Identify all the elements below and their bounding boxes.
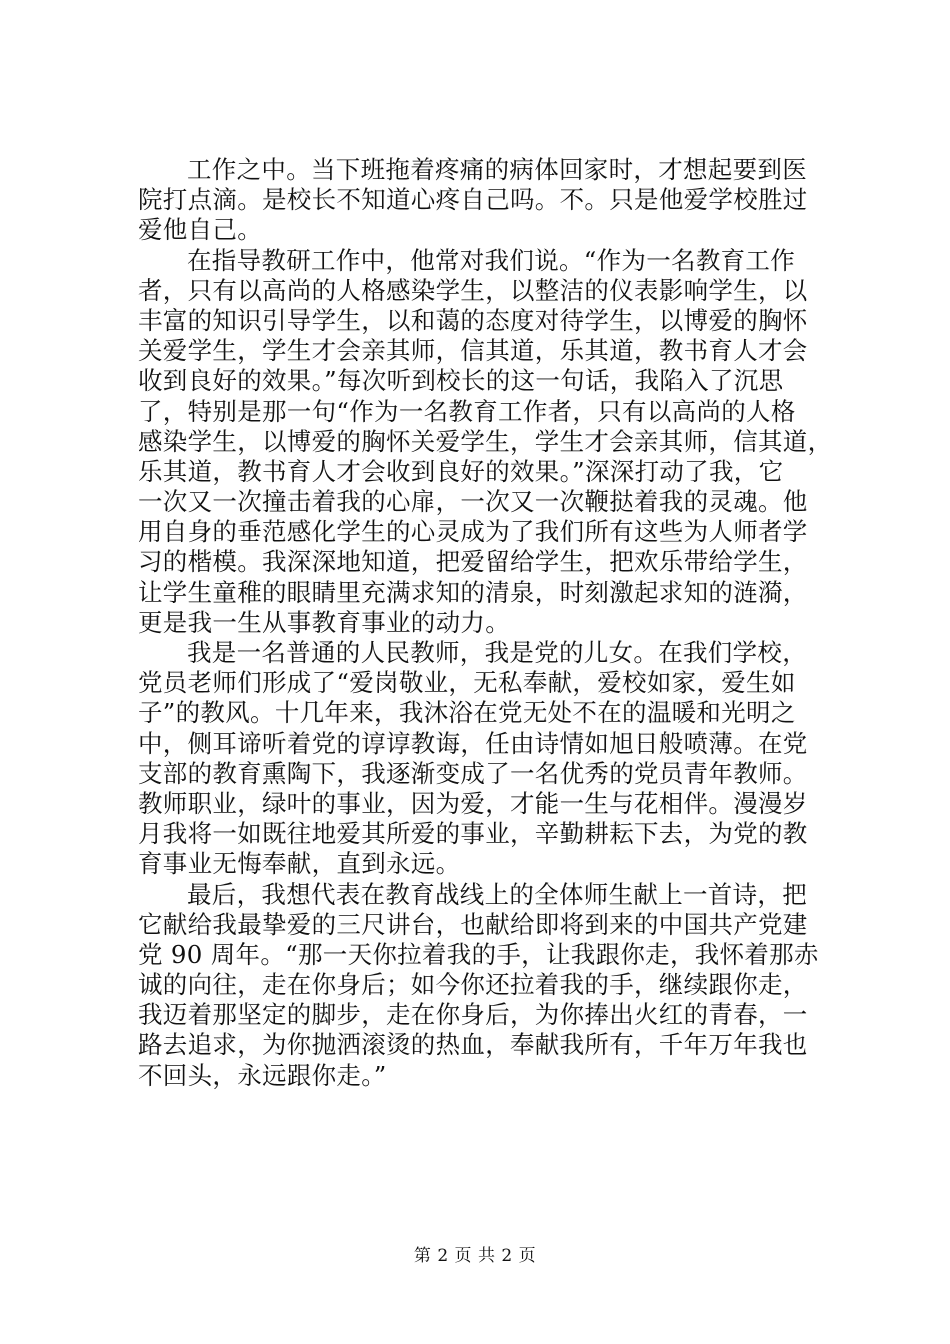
text-line: 党员老师们形成了“爱岗敬业，无私奉献，爱校如家，爱生如: [138, 668, 796, 698]
text-line: 月我将一如既往地爱其所爱的事业，辛勤耕耘下去，为党的教: [138, 819, 808, 849]
text-line: 育事业无悔奉献，直到永远。: [138, 849, 461, 879]
text-line: 最后，我想代表在教育战线上的全体师生献上一首诗，把: [187, 879, 807, 909]
page-footer: 第 2 页 共 2 页: [413, 1246, 537, 1266]
text-line: 子”的教风。十几年来，我沐浴在党无处不在的温暖和光明之: [138, 698, 796, 728]
text-line: 院打点滴。是校长不知道心疼自己吗。不。只是他爱学校胜过: [138, 185, 808, 215]
text-line: 不回头，永远跟你走。”: [138, 1060, 387, 1090]
text-line: 习的楷模。我深深地知道，把爱留给学生，把欢乐带给学生，: [138, 547, 808, 577]
text-line: 丰富的知识引导学生，以和蔼的态度对待学生，以博爱的胸怀: [138, 305, 808, 335]
text-line: 路去追求，为你抛洒滚烫的热血，奉献我所有，千年万年我也: [138, 1030, 808, 1060]
text-line: 感染学生，以博爱的胸怀关爱学生，学生才会亲其师，信其道，: [138, 426, 833, 456]
text-line: 爱他自己。: [138, 215, 262, 245]
text-line: 让学生童稚的眼睛里充满求知的清泉，时刻激起求知的涟漪，: [138, 577, 808, 607]
text-line: 我迈着那坚定的脚步，走在你身后，为你捧出火红的青春，一: [138, 1000, 808, 1030]
text-line: 支部的教育熏陶下，我逐渐变成了一名优秀的党员青年教师。: [138, 758, 808, 788]
text-line: 我是一名普通的人民教师，我是党的儿女。在我们学校，: [187, 638, 807, 667]
text-line: 党 90 周年。“那一天你拉着我的手，让我跟你走，我怀着那赤: [138, 939, 819, 969]
text-line: 工作之中。当下班拖着疼痛的病体回家时，才想起要到医: [187, 155, 807, 184]
text-line: 诚的向往，走在你身后；如今你还拉着我的手，继续跟你走，: [138, 970, 808, 1000]
text-line: 关爱学生，学生才会亲其师，信其道，乐其道，教书育人才会: [138, 336, 808, 366]
text-line: 它献给我最挚爱的三尺讲台，也献给即将到来的中国共产党建: [138, 909, 808, 939]
text-line: 收到良好的效果。”每次听到校长的这一句话，我陷入了沉思: [138, 366, 784, 396]
text-line: 了，特别是那一句“作为一名教育工作者，只有以高尚的人格: [138, 396, 796, 426]
text-line: 者，只有以高尚的人格感染学生，以整洁的仪表影响学生，以: [138, 275, 808, 305]
text-line: 在指导教研工作中，他常对我们说。“作为一名教育工作: [187, 245, 796, 275]
text-line: 教师职业，绿叶的事业，因为爱，才能一生与花相伴。漫漫岁: [138, 788, 808, 818]
document-body: [138, 155, 838, 1091]
text-line: 乐其道，教书育人才会收到良好的效果。”深深打动了我，它: [138, 456, 784, 486]
text-line: 用自身的垂范感化学生的心灵成为了我们所有这些为人师者学: [138, 517, 808, 547]
text-line: 一次又一次撞击着我的心扉，一次又一次鞭挞着我的灵魂。他: [138, 487, 808, 517]
text-line: 更是我一生从事教育事业的动力。: [138, 607, 510, 637]
text-line: 中，侧耳谛听着党的谆谆教诲，任由诗情如旭日般喷薄。在党: [138, 728, 808, 758]
